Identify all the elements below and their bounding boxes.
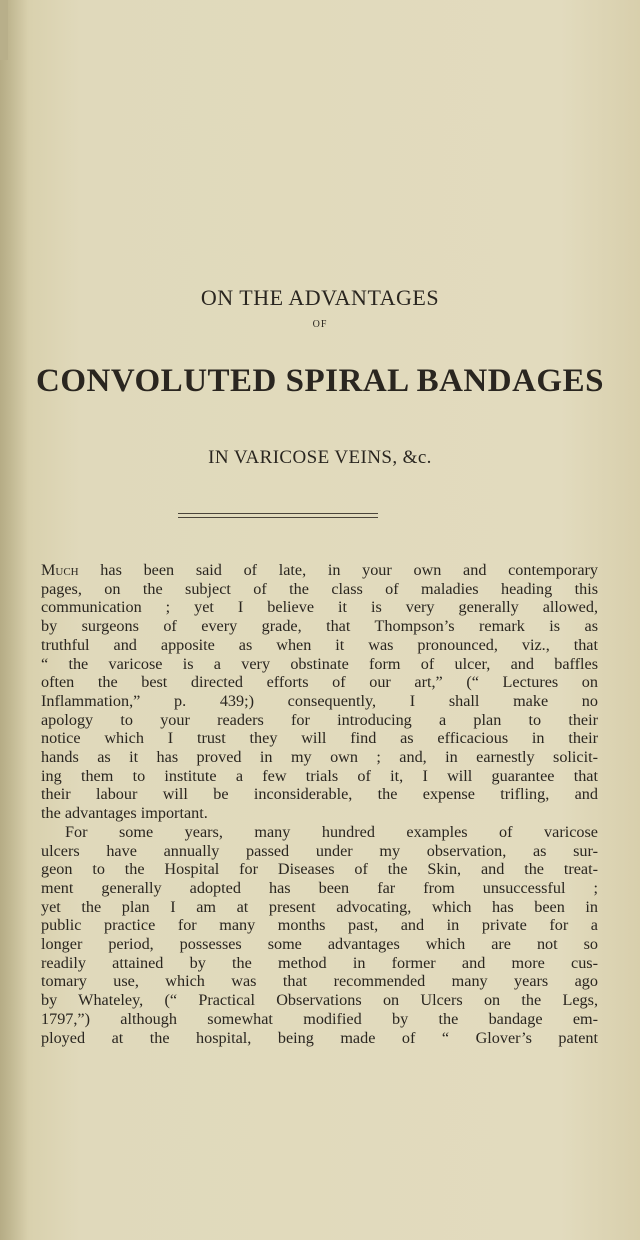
body-line: their labour will be inconsiderable, the expense trifling, and xyxy=(41,785,598,804)
article-body xyxy=(41,561,598,1047)
body-line: yet the plan I am at present advocating, which has been in xyxy=(41,897,598,916)
body-line: communication ; yet I believe it is very generally allowed, xyxy=(41,598,598,617)
body-line: geon to the Hospital for Diseases of the Skin, and the treat- xyxy=(41,860,598,879)
title-of: OF xyxy=(312,319,328,330)
divider-rule-top xyxy=(178,513,378,514)
divider-rule-bottom xyxy=(178,517,378,518)
corner-mark xyxy=(0,0,8,60)
body-line: ing them to institute a few trials of it, I will guarantee that xyxy=(41,766,598,785)
body-line-1: Much has been said of late, in your own and contemporary xyxy=(41,561,598,579)
title-line-3: IN VARICOSE VEINS, &c. xyxy=(208,447,432,468)
binding-edge-shadow xyxy=(0,0,28,1240)
body-line: ployed at the hospital, being made of “ Glover’s patent xyxy=(41,1028,598,1047)
body-line: truthful and apposite as when it was pronounced, viz., that xyxy=(41,635,598,654)
body-line: ulcers have annually passed under my observation, as sur- xyxy=(41,841,598,860)
title-main: CONVOLUTED SPIRAL BANDAGES xyxy=(36,363,604,399)
body-line: public practice for many months past, and in private for a xyxy=(41,916,598,935)
body-line: hands as it has proved in my own ; and, in earnestly solicit- xyxy=(41,748,598,767)
body-line: readily attained by the method in former and more cus- xyxy=(41,953,598,972)
body-line: Inflammation,” p. 439;) consequently, I shall make no xyxy=(41,691,598,710)
title-line-1: ON THE ADVANTAGES xyxy=(200,285,440,310)
body-line: apology to your readers for introducing a plan to their xyxy=(41,710,598,729)
body-line: the advantages important. xyxy=(41,804,208,823)
body-line: longer period, possesses some advantages which are not so xyxy=(41,935,598,954)
body-line: For some years, many hundred examples of varicose xyxy=(65,822,598,841)
body-line: by Whateley, (“ Practical Observations on Ulcers on the Legs, xyxy=(41,991,598,1010)
drop-word: Much xyxy=(41,561,79,579)
body-line: 1797,”) although somewhat modified by the bandage em- xyxy=(41,1009,598,1028)
body-line: by surgeons of every grade, that Thompson’s remark is as xyxy=(41,617,598,636)
body-line: ment generally adopted has been far from unsuccessful ; xyxy=(41,878,598,897)
body-line: often the best directed efforts of our art,” (“ Lectures on xyxy=(41,673,598,692)
body-line: pages, on the subject of the class of maladies heading this xyxy=(41,579,598,598)
body-line: “ the varicose is a very obstinate form of ulcer, and baffles xyxy=(41,654,598,673)
body-line: tomary use, which was that recommended many years ago xyxy=(41,972,598,991)
body-line: notice which I trust they will find as efficacious in their xyxy=(41,729,598,748)
